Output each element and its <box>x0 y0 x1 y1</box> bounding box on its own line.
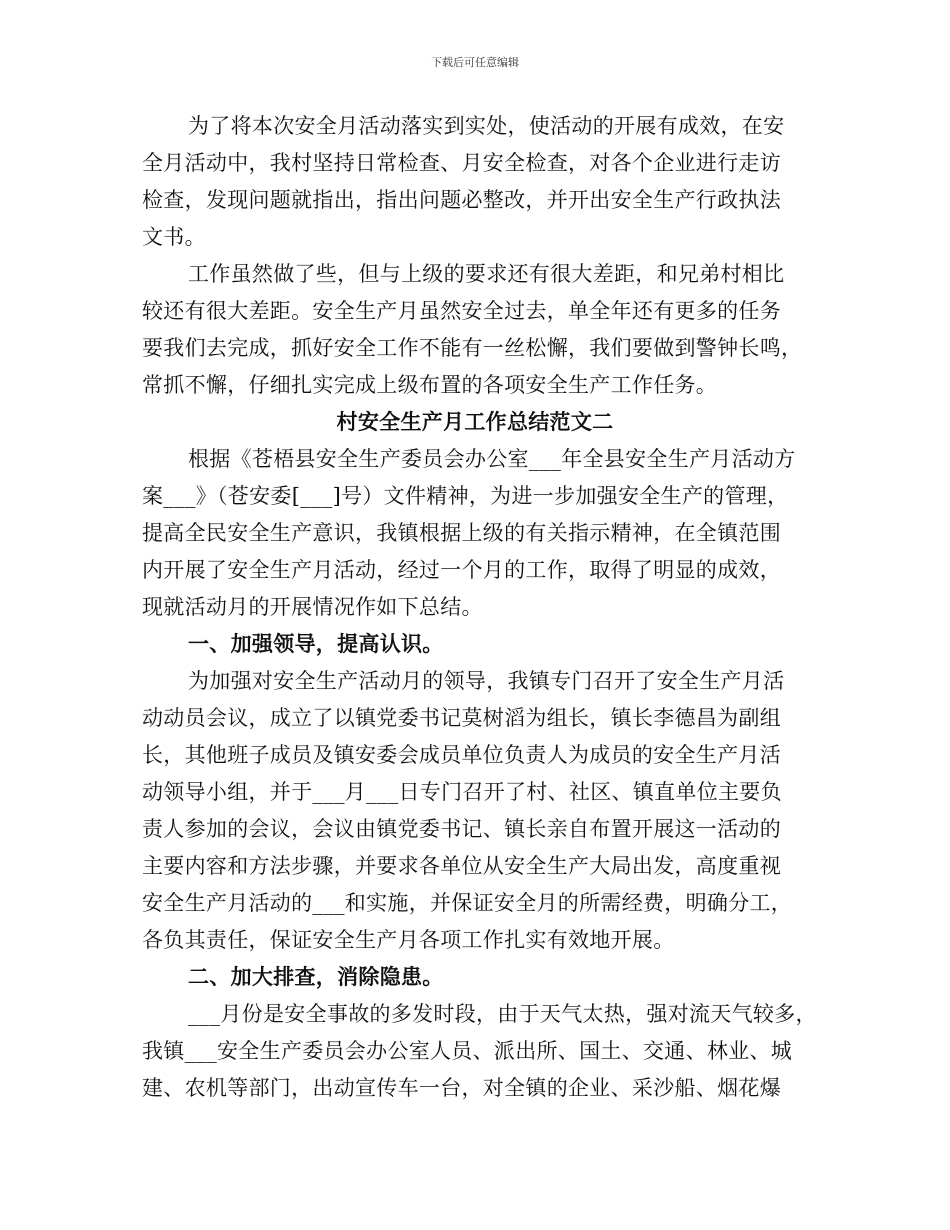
paragraph-line: 要我们去完成，抓好安全工作不能有一丝松懈，我们要做到警钟长鸣， <box>142 336 803 360</box>
paragraph-line: 为了将本次安全月活动落实到实处，使活动的开展有成效，在安 <box>188 114 785 138</box>
paragraph-line: 主要内容和方法步骤，并要求各单位从安全生产大局出发，高度重视 <box>142 854 781 878</box>
paragraph-line: 全月活动中，我村坚持日常检查、月安全检查，对各个企业进行走访 <box>142 151 781 175</box>
paragraph-line: 长，其他班子成员及镇安委会成员单位负责人为成员的安全生产月活 <box>142 743 781 767</box>
paragraph-line: 建、农机等部门，出动宣传车一台，对全镇的企业、采沙船、烟花爆 <box>142 1076 781 1100</box>
subheading: 一、加强领导，提高认识。 <box>188 631 444 656</box>
paragraph-line: 提高全民安全生产意识，我镇根据上级的有关指示精神，在全镇范围 <box>142 521 781 545</box>
paragraph-line: 文书。 <box>142 225 206 249</box>
paragraph-line: 安全生产月活动的___和实施，并保证安全月的所需经费，明确分工， <box>142 891 793 915</box>
paragraph-line: 我镇___安全生产委员会办公室人员、派出所、国土、交通、林业、城 <box>142 1039 793 1063</box>
paragraph-line: 责人参加的会议，会议由镇党委书记、镇长亲自布置开展这一活动的 <box>142 817 781 841</box>
paragraph-line: 常抓不懈，仔细扎实完成上级布置的各项安全生产工作任务。 <box>142 373 718 397</box>
paragraph-line: 各负其责任，保证安全生产月各项工作扎实有效地开展。 <box>142 928 675 952</box>
paragraph-line: 根据《苍梧县安全生产委员会办公室___年全县安全生产月活动方 <box>188 447 796 471</box>
page-header: 下载后可任意编辑 <box>431 56 519 69</box>
paragraph-line: 较还有很大差距。安全生产月虽然安全过去，单全年还有更多的任务 <box>142 299 781 323</box>
paragraph-line: 动领导小组，并于___月___日专门召开了村、社区、镇直单位主要负 <box>142 780 782 804</box>
paragraph-line: 现就活动月的开展情况作如下总结。 <box>142 595 483 619</box>
subheading: 二、加大排查，消除隐患。 <box>188 964 444 989</box>
paragraph-line: 检查，发现问题就指出，指出问题必整改，并开出安全生产行政执法 <box>142 188 781 212</box>
section-title: 村安全生产月工作总结范文二 <box>336 409 614 434</box>
paragraph-line: 内开展了安全生产月活动，经过一个月的工作，取得了明显的成效， <box>142 558 781 582</box>
paragraph-line: 动动员会议，成立了以镇党委书记莫树滔为组长，镇长李德昌为副组 <box>142 706 781 730</box>
paragraph-line: 工作虽然做了些，但与上级的要求还有很大差距，和兄弟村相比 <box>188 262 785 286</box>
paragraph-line: 案___》（苍安委[___]号）文件精神，为进一步加强安全生产的管理， <box>142 484 789 508</box>
paragraph-line: ___月份是安全事故的多发时段，由于天气太热，强对流天气较多， <box>188 1002 817 1026</box>
paragraph-line: 为加强对安全生产活动月的领导，我镇专门召开了安全生产月活 <box>188 669 785 693</box>
